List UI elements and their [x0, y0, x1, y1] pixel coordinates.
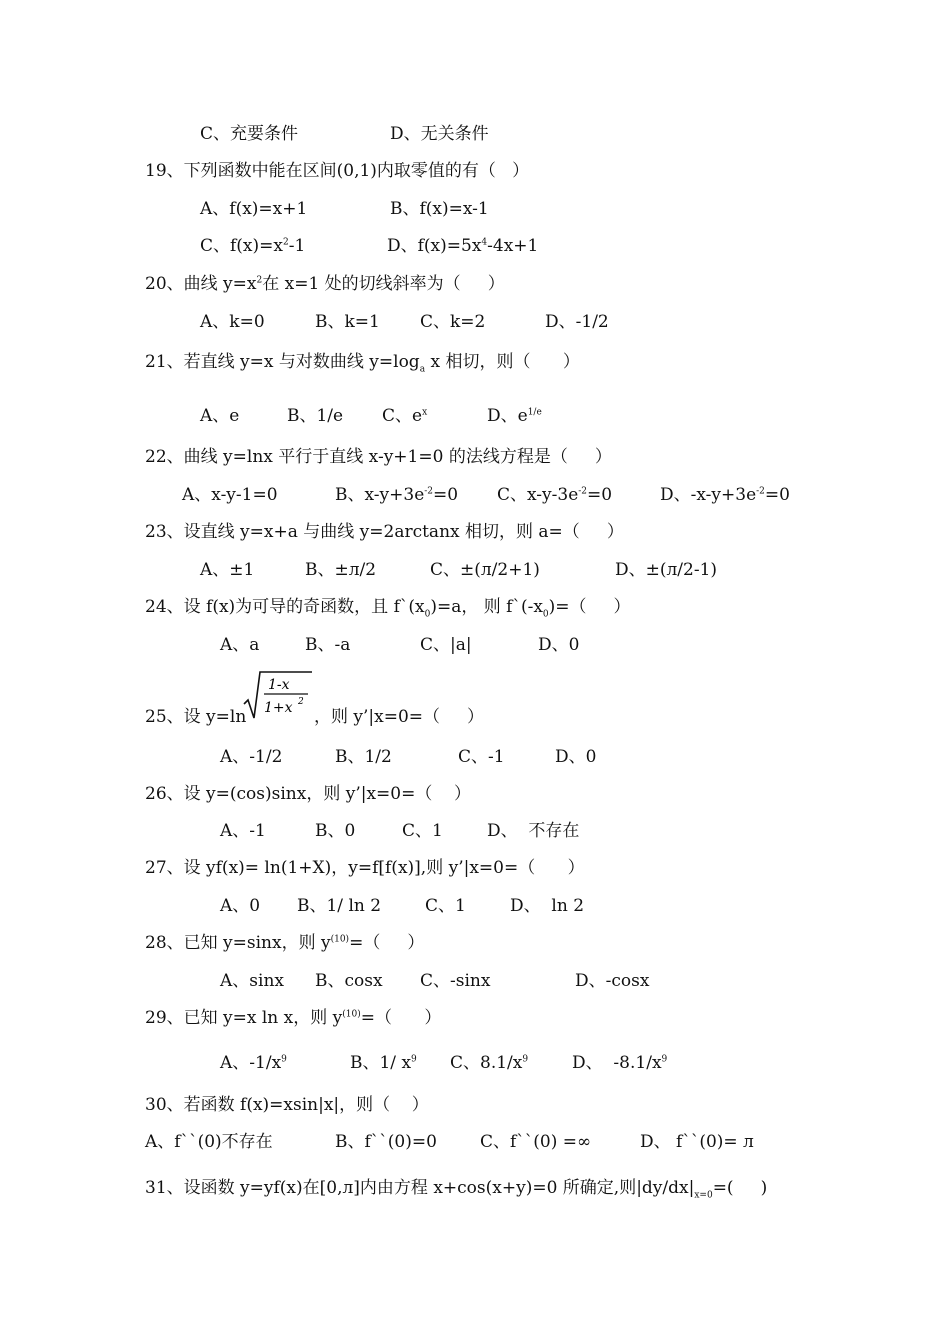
question-25-suffix: ，则 y’|x=0=（ ） [314, 707, 485, 727]
option-a: A、k=0 [200, 312, 265, 332]
question-20: 20、曲线 $y=x^2$在 x=1 处的切线斜率为（ ） [145, 274, 505, 294]
question-22: 22、曲线 y=lnx 平行于直线 x-y+1=0 的法线方程是（ ） [145, 447, 612, 467]
option-d: D、 f``(0)= л [640, 1132, 754, 1152]
option-b: B、f``(0)=0 [335, 1132, 437, 1152]
question-25-prefix: 25、设 y=ln [145, 707, 247, 727]
option-b: B、f(x)=x-1 [390, 199, 489, 219]
option-a: A、-1 [220, 821, 266, 841]
question-23: 23、设直线 y=x+a 与曲线 y=2arctanx 相切，则 a=（ ） [145, 522, 624, 542]
option-d: D、0 [555, 747, 597, 767]
option-d: D、$f(x)=5x^4-4x+1$ [387, 236, 539, 256]
option-a: A、0 [220, 896, 261, 916]
question-26: 26、设 y=(cos)sinx，则 y’|x=0=（ ） [145, 784, 471, 804]
option-a: A、x-y-1=0 [182, 485, 278, 505]
option-a: A、$-1/x^9$ [220, 1053, 287, 1073]
option-d: D、$e^{1/e}$ [487, 406, 542, 426]
option-c: C、k=2 [420, 312, 486, 332]
option-d: D、0 [538, 635, 580, 655]
option-a: A、a [220, 635, 260, 655]
option-c: C、-sinx [420, 971, 491, 991]
question-19: 19、下列函数中能在区间(0,1)内取零值的有（ ） [145, 161, 530, 181]
fraction-denominator: 1+x [264, 700, 293, 716]
option-c: C、|a| [420, 635, 472, 655]
option-d: D、±(л/2-1) [615, 560, 718, 580]
option-a: A、f``(0)不存在 [145, 1132, 273, 1152]
option-b: B、1/2 [335, 747, 392, 767]
option-b: B、k=1 [315, 312, 380, 332]
option-b: B、-a [305, 635, 351, 655]
option-a: A、e [200, 406, 240, 426]
option-c: C、f``(0) =∞ [480, 1132, 592, 1152]
option-a: A、-1/2 [220, 747, 283, 767]
option-b: B、1/ ln 2 [297, 896, 382, 916]
option-a: A、f(x)=x+1 [200, 199, 308, 219]
option-c: C、$e^x$ [382, 406, 428, 426]
denominator-exponent: 2 [298, 697, 304, 707]
question-27: 27、设 yf(x)= ln(1+X)，y=f[f(x)],则 y’|x=0=（ ） [145, 858, 585, 878]
option-d: D、-1/2 [545, 312, 609, 332]
option-c: C、1 [402, 821, 443, 841]
option-b: B、0 [315, 821, 356, 841]
question-24: 24、设 f(x)为可导的奇函数，且 $f`(x_0)=a$， 则 $f`(-x_0)=$（ ） [145, 597, 631, 620]
question-28: 28、已知 y=sinx，则 $y^{(10)}=$（ ） [145, 933, 425, 953]
option-a: A、sinx [220, 971, 284, 991]
option-d: D、 $-8.1/x^9$ [572, 1053, 668, 1073]
option-c: C、-1 [458, 747, 505, 767]
fraction-numerator: 1-x [268, 677, 290, 693]
question-31: 31、设函数 y=yf(x)在[0,л]内由方程 x+cos(x+y)=0 所确定,则$|dy/dx|_{x=0}=$( ) [145, 1178, 768, 1201]
option-c: C、$f(x)=x^2-1$ [200, 236, 306, 256]
option-b: B、1/ $x^9$ [350, 1053, 417, 1073]
option-b: B、1/e [287, 406, 344, 426]
question-29: 29、已知 y=x ln x，则 $y^{(10)}=$（ ） [145, 1008, 442, 1028]
option-b: B、±л/2 [305, 560, 377, 580]
option-b: B、cosx [315, 971, 383, 991]
option-d: D、无关条件 [390, 124, 489, 144]
sqrt-fraction [242, 668, 314, 720]
option-c: C、$8.1/x^9$ [450, 1053, 529, 1073]
option-d: D、 不存在 [487, 821, 580, 841]
option-a: A、±1 [200, 560, 255, 580]
question-21: 21、若直线 y=x 与对数曲线 $y=\log_a$ x 相切，则（ ） [145, 352, 580, 375]
option-b: B、$x-y+3e^{-2}=0$ [335, 485, 459, 505]
option-c: C、±(л/2+1) [430, 560, 540, 580]
option-c: C、充要条件 [200, 124, 299, 144]
option-d: D、$-x-y+3e^{-2}=0$ [660, 485, 790, 505]
option-c: C、1 [425, 896, 466, 916]
option-c: C、$x-y-3e^{-2}=0$ [497, 485, 613, 505]
question-30: 30、若函数 f(x)=xsin|x|，则（ ） [145, 1095, 429, 1115]
option-d: D、-cosx [575, 971, 650, 991]
option-d: D、 ln 2 [510, 896, 585, 916]
